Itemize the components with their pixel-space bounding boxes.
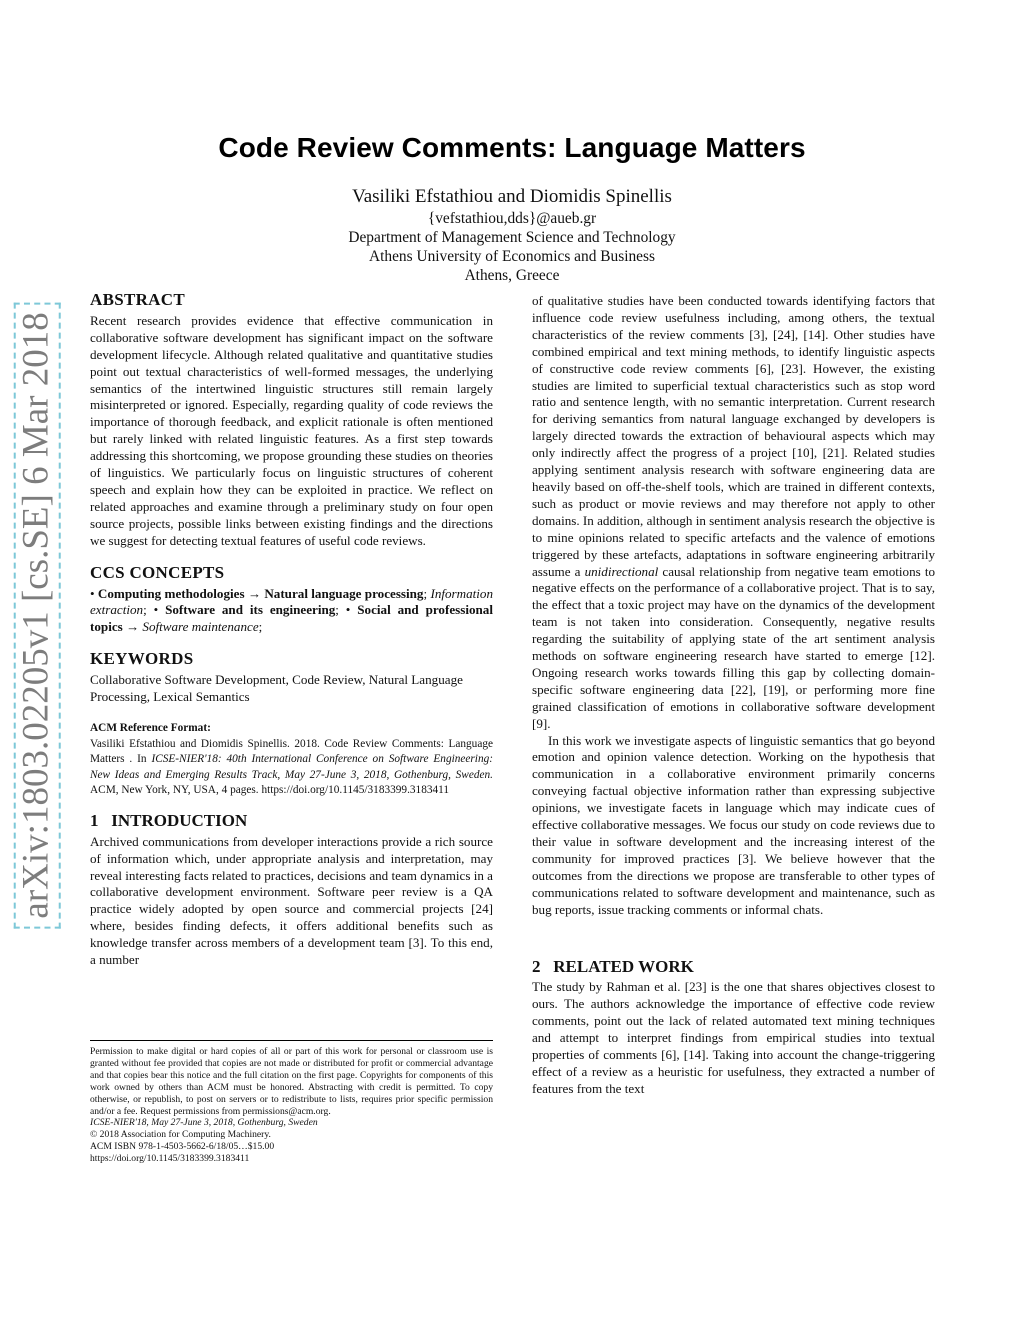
abstract-heading: ABSTRACT bbox=[90, 290, 185, 309]
keywords-heading: KEYWORDS bbox=[90, 649, 194, 669]
related-heading: 2 RELATED WORK bbox=[532, 956, 694, 976]
paper-title: Code Review Comments: Language Matters bbox=[218, 132, 806, 163]
permission-isbn: ACM ISBN 978-1-4503-5662-6/18/05…$15.00 bbox=[90, 1141, 275, 1153]
intro-paragraph-2: In this work we investigate aspects of linguistic semantics that go beyond emotion and opinion valence detection. Working on the hypothesis that communication in a collaborative environment primarily concerns conveying factual objective information rather than expressing subjective opinions, we investigate facets in language which may indicate cues of effective collaborative messages. We focus our study on code reviews due to their value in software development and the increasing interest of the community for improved practices [3]. We believe however that the outcomes from the directions we propose are transferable to other types of communications related to software development and maintenance, such as bug reports, issue tracking comments or informal chats. bbox=[532, 732, 935, 917]
ccs-concept-3-sub: Software maintenance bbox=[142, 619, 259, 635]
permission-text: Permission to make digital or hard copies of all or part of this work for personal or classroom use is granted without fee provided that copies are not made or distributed for profit or commercial advantage and that copies bear this notice and the full citation on the first page. Copyrights for components of this work owned by others than ACM must be honored. Abstracting with credit is permitted. To copy otherwise, or republish, to post on servers or to redistribute to lists, requires prior specific permission and/or a fee. Request permissions from permissions@acm.org. bbox=[90, 1046, 493, 1117]
acm-reference-label: ACM Reference Format: bbox=[90, 721, 211, 734]
intro-heading: 1 INTRODUCTION bbox=[90, 810, 248, 830]
intro-paragraph: Archived communications from developer interactions provide a rich source of information which, under appropriate analysis and interpretation, may reveal interesting facts related to practices, decisions and team dynamics in a collaborative development environment. Software peer review is a QA practice widely adopted by open source and commercial projects [24] where, besides finding defects, it offers additional benefits such as knowledge transfer across members of a development team [3]. To this end, a number bbox=[90, 833, 493, 968]
permission-footnote bbox=[90, 1040, 493, 1165]
ccs-concept-1-sub-2: Information extraction bbox=[90, 585, 494, 618]
left-column bbox=[90, 292, 493, 969]
ccs-heading: CCS CONCEPTS bbox=[90, 562, 225, 582]
arxiv-identifier: arXiv:1803.02205v1 [cs.SE] 6 Mar 2018 bbox=[14, 302, 61, 928]
arxiv-side-stamp bbox=[12, 311, 62, 919]
author-department: Department of Management Science and Technology bbox=[348, 229, 676, 246]
keywords-text: Collaborative Software Development, Code Review, Natural Language Processing, Lexical Semantics bbox=[90, 672, 463, 705]
ccs-concept-3: Social and professional topics bbox=[90, 602, 493, 635]
author-location: Athens, Greece bbox=[464, 267, 560, 284]
permission-copyright: © 2018 Association for Computing Machinery. bbox=[90, 1129, 271, 1141]
paper-authors: Vasiliki Efstathiou and Diomidis Spinellis bbox=[352, 186, 672, 207]
author-university: Athens University of Economics and Business bbox=[369, 248, 655, 265]
permission-doi: https://doi.org/10.1145/3183399.3183411 bbox=[90, 1153, 250, 1165]
permission-venue: ICSE-NIER'18, May 27-June 3, 2018, Gothenburg, Sweden bbox=[90, 1117, 318, 1129]
right-column bbox=[532, 293, 935, 1098]
ccs-concept-2: Software and its engineering bbox=[165, 602, 336, 618]
ccs-concept-1: Computing methodologies bbox=[97, 585, 245, 601]
acm-reference-text: Vasiliki Efstathiou and Diomidis Spinellis. 2018. Code Review Comments: Language Matters . In ICSE-NIER'18: 40th International Conference on Software Engineering: New Ideas and Emerging Results Track, May 27-June 3, 2018, Gothenburg, Sweden. ACM, New York, NY, USA, 4 pages. https://doi.org/10.1145/3183399.3183411 bbox=[90, 737, 493, 797]
related-paragraph: The study by Rahman et al. [23] is the one that shares objectives closest to ours. The authors acknowledge the importance of effective code review comments, point out the lack of related automated text mining techniques and attempt to interpret findings from empirical studies into textual properties of comments [6], [14]. Taking into account the change-triggering effect of a review as a heuristic for usefulness, they extracted a number of features from the text bbox=[532, 979, 935, 1096]
abstract-text: Recent research provides evidence that effective communication in collaborative software development has significant impact on the software development lifecycle. Although related qualitative and quantitative studies point out textual characteristics of well-formed messages, the underlying semantics of the intertwined linguistic structures still remain largely misinterpreted or ignored. Especially, regarding quality of code reviews the importance of thorough feedback, and explicit rationale is often mentioned but rarely linked with related linguistic features. As a first step towards addressing this shortcoming, we propose grounding these studies on theories of linguistics. We particularly focus on linguistic structures of coherent speech and explain how they can be exploited in practice. We reflect on related approaches and examine through a preliminary study on four open source projects, possible links between existing findings and the directions we suggest for detecting textual features of useful code reviews. bbox=[90, 312, 493, 548]
paper-header bbox=[0, 132, 1024, 285]
ccs-concept-1-sub: Natural language processing bbox=[264, 585, 424, 601]
author-email: {vefstathiou,dds}@aueb.gr bbox=[427, 210, 597, 227]
intro-continued-paragraph: of qualitative studies have been conducted towards identifying factors that influence code review usefulness including, among others, the textual characteristics of the review comments [3], [24], [14]. Other studies have combined empirical and text mining methods, to identify linguistic aspects of constructive code review comments [6], [23]. However, the existing studies are limited to superficial textual characteristics such as stop word ratio and sentence length, with no semantic interpretation. Current research for deriving semantics from natural language exchanged by developers is largely directed towards the extraction of behavioural aspects which may only indirectly affect the progress of a project [10], [21]. Related studies applying sentiment analysis research with software engineering data are heavily based on off-the-shelf tools, which are trained in different contexts, such as product or movie reviews and may therefore not apply to other domains. In addition, although in sentiment analysis research the objective is to mine opinions related to specific artefacts and the valence of emotions triggered by these artefacts, adaptations in software engineering arbitrarily assume a unidirectional causal relationship from negative team emotions to negative effects on the performance of a collaborative project. That is to say, the effect that a toxic project may have on the dynamics of the development team is not taken into consideration. Consequently, negative results regarding the suitability of applying state of the art sentiment analysis methods on software engineering research have started to emerge [12]. Ongoing research works towards filling this gap by collecting domain-specific software engineering data [22], [19], or performing more fine grained classification of emotions in collaborative software development [9]. bbox=[532, 293, 936, 731]
ccs-concepts: • Computing methodologies → Natural language processing; Information extraction; • Software and its engineering; • Social and professional topics → Software maintenance; bbox=[90, 585, 494, 635]
